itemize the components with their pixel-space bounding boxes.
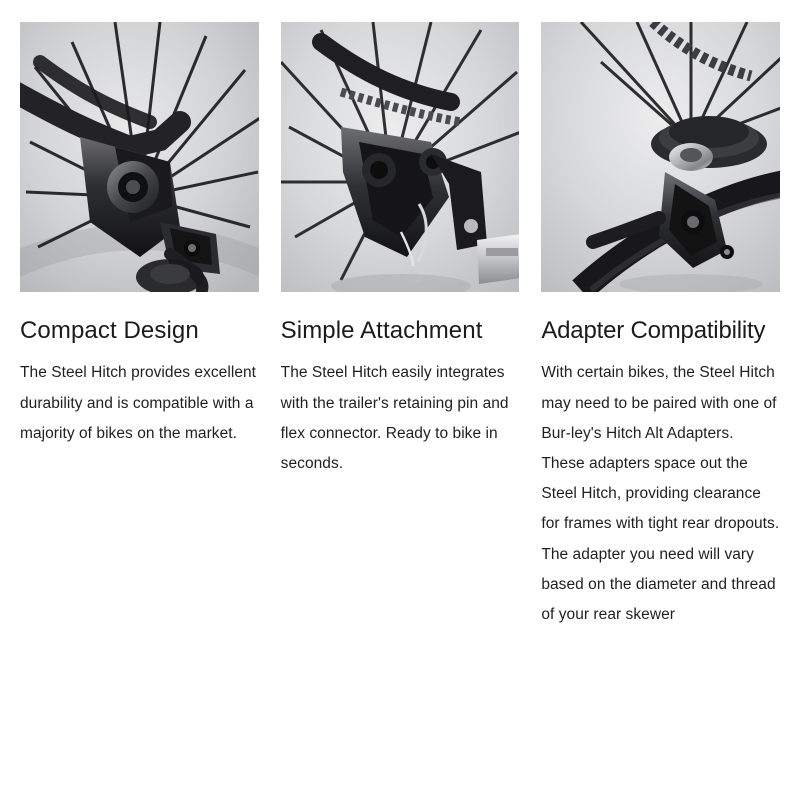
photo-canvas-1 [20,22,259,292]
bike-hub-illustration [20,22,259,292]
adapter-compatibility-illustration [541,22,780,292]
bike-hub-hitch-photo [20,22,259,292]
feature-columns [20,22,780,630]
feature-column-simple-attachment [281,22,520,479]
adapter-compatibility-photo [541,22,780,292]
feature-column-adapter-compatibility [541,22,780,630]
feature-column-compact-design [20,22,259,449]
photo-canvas-3 [541,22,780,292]
trailer-attachment-photo [281,22,520,292]
trailer-attachment-illustration [281,22,520,292]
feature-body-compact-design: The Steel Hitch provides excellent durability and is compatible with a majority of bikes on the market. [20,364,257,442]
feature-title-compact-design: Compact Design [20,317,199,344]
feature-body-simple-attachment: The Steel Hitch easily integrates with the trailer's retaining pin and flex connector. Ready to bike in seconds. [280,364,509,473]
photo-canvas-2 [281,22,520,292]
feature-title-adapter-compatibility: Adapter Compatibility [541,317,766,344]
feature-title-simple-attachment: Simple Attachment [280,317,483,344]
feature-body-adapter-compatibility: With certain bikes, the Steel Hitch may need to be paired with one of Bur-ley's Hitch Alt Adapters. These adapters space out the Steel Hitch, providing clearance for frames with tight rear dropouts. The adapter you need will vary based on the diameter and thread of your rear skewer [541,364,780,624]
